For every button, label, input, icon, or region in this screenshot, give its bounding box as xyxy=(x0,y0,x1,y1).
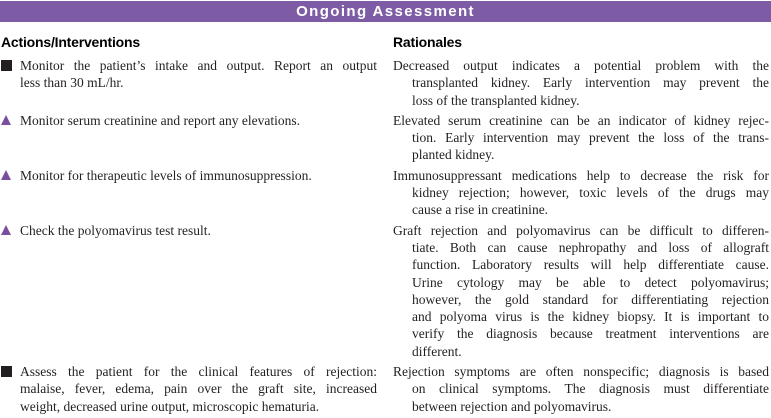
text-line: weight, decreased urine output, microscopic hematuria. xyxy=(20,398,320,414)
action-cell xyxy=(0,363,391,415)
text-line: kidney rejection; however, toxic levels of the drugs may xyxy=(412,185,769,201)
triangle-marker xyxy=(1,170,11,180)
triangle-marker xyxy=(1,115,11,125)
column-header-rationales: Rationales xyxy=(393,34,462,50)
text-line: Urine cytology may be able to detect polyomavirus; xyxy=(412,274,769,290)
action-text xyxy=(20,222,377,239)
table-row xyxy=(0,57,771,109)
text-line: function. Laboratory results will help differentiate cause. xyxy=(412,257,769,273)
rationale-cell xyxy=(391,363,771,415)
text-line: loss of the transplanted kidney. xyxy=(412,92,580,108)
text-line: Elevated serum creatinine can be an indicator of kidney rejec- xyxy=(393,112,769,128)
text-line: Immunosuppressant medications help to decrease the risk for xyxy=(393,167,769,183)
assessment-rows xyxy=(0,57,771,415)
text-line: Decreased output indicates a potential problem with the xyxy=(393,58,769,73)
column-headers xyxy=(0,22,771,57)
text-line: Monitor the patient’s intake and output. Report an output xyxy=(20,58,377,73)
text-line: different. xyxy=(412,343,462,359)
column-header-actions: Actions/Interventions xyxy=(1,34,140,50)
action-cell xyxy=(0,222,391,360)
text-line: tion. Early intervention may prevent the loss of the trans- xyxy=(412,130,769,146)
text-line: however, the gold standard for differentiating rejection xyxy=(412,291,769,307)
rationale-cell xyxy=(391,167,771,219)
rationale-cell xyxy=(391,222,771,360)
text-line: Check the polyomavirus test result. xyxy=(20,222,211,238)
action-cell xyxy=(0,167,391,219)
text-line: tiate. Both can cause nephropathy and loss of allograft xyxy=(412,239,769,255)
action-cell xyxy=(0,57,391,109)
text-line: Graft rejection and polyomavirus can be difficult to differen- xyxy=(393,222,769,238)
ongoing-assessment-table xyxy=(0,1,771,418)
text-line: cause a rise in creatinine. xyxy=(412,202,549,218)
square-marker xyxy=(1,366,12,377)
action-cell xyxy=(0,112,391,164)
text-line: Rejection symptoms are often nonspecific; diagnosis is based xyxy=(393,364,769,380)
text-line: Monitor for therapeutic levels of immunosuppression. xyxy=(20,167,312,183)
text-line: less than 30 mL/hr. xyxy=(20,75,124,91)
text-line: malaise, fever, edema, pain over the graft site, increased xyxy=(20,381,377,397)
text-line: and polyoma virus is the kidney biopsy. It is important to xyxy=(412,309,769,325)
rationale-cell xyxy=(391,112,771,164)
table-title: Ongoing Assessment xyxy=(296,3,475,20)
text-line: planted kidney. xyxy=(412,147,495,163)
action-text xyxy=(20,363,377,415)
table-row xyxy=(0,363,771,415)
table-row xyxy=(0,112,771,164)
table-row xyxy=(0,167,771,219)
rationale-cell xyxy=(391,57,771,109)
text-line: on clinical symptoms. The diagnosis must differentiate xyxy=(412,381,769,397)
action-text xyxy=(20,57,377,92)
text-line: Monitor serum creatinine and report any elevations. xyxy=(20,112,301,128)
table-row xyxy=(0,222,771,360)
text-line: verify the diagnosis because treatment interventions are xyxy=(412,326,769,342)
square-marker xyxy=(1,60,12,71)
text-line: Assess the patient for the clinical features of rejection: xyxy=(20,364,377,380)
text-line: between rejection and polyomavirus. xyxy=(412,398,612,414)
table-title-bar xyxy=(0,1,771,22)
action-text xyxy=(20,112,377,129)
action-text xyxy=(20,167,377,184)
triangle-marker xyxy=(1,225,11,235)
text-line: transplanted kidney. Early intervention may prevent the xyxy=(412,75,769,91)
